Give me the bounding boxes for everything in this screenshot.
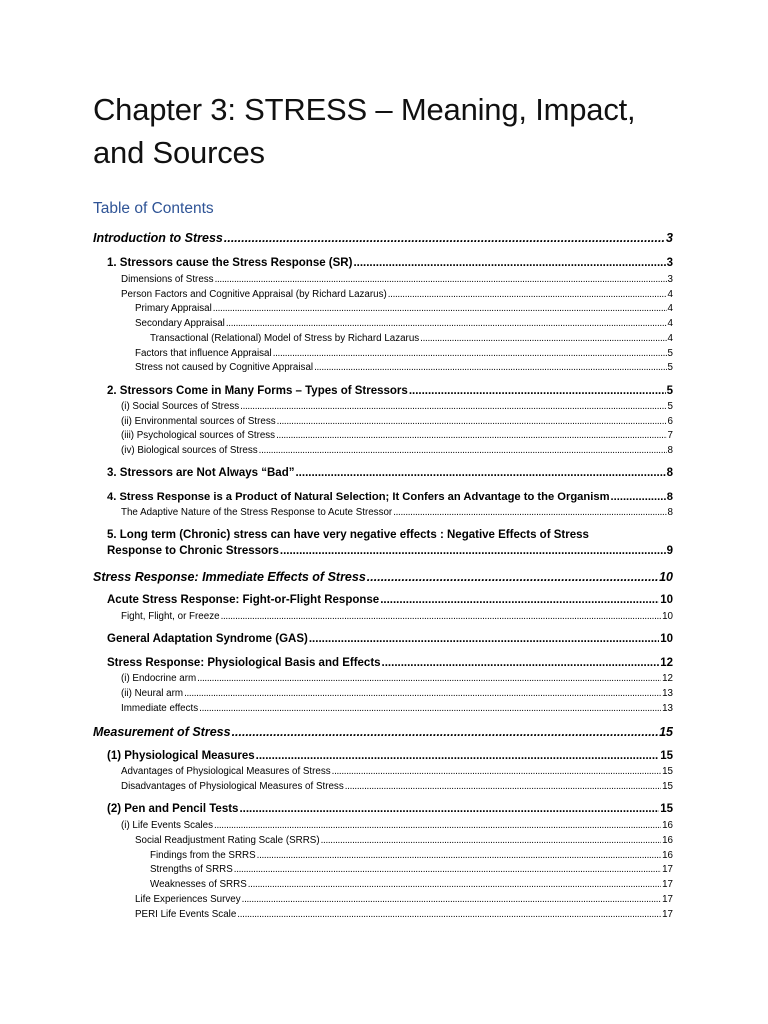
toc-entry-label: Response to Chronic Stressors — [107, 545, 279, 557]
toc-entry-page: 15 — [662, 766, 673, 777]
toc-entry-primary-appraisal[interactable] — [135, 303, 673, 314]
toc-entry-label: Social Readjustment Rating Scale (SRRS) — [135, 835, 320, 846]
toc-entry-page: 8 — [667, 507, 673, 518]
toc-entry-page: 16 — [662, 835, 673, 846]
toc-entry-page: 4 — [667, 333, 673, 344]
toc-entry-label: (i) Endocrine arm — [121, 673, 197, 684]
toc-entry-page: 8 — [667, 445, 673, 456]
toc-entry-page: 3 — [667, 274, 673, 285]
toc-entry-physiological-measures[interactable] — [107, 750, 673, 762]
toc-entry-page: 7 — [667, 430, 673, 441]
toc-entry-label: The Adaptive Nature of the Stress Response to Acute Stressor — [121, 507, 393, 518]
toc-entry-label: (ii) Neural arm — [121, 688, 184, 699]
toc-entry-label: Measurement of Stress — [93, 725, 231, 739]
toc-entry-page: 13 — [662, 703, 673, 714]
chapter-title — [93, 88, 693, 174]
toc-entry-page: 12 — [662, 673, 673, 684]
toc-entry-adaptive-nature[interactable] — [121, 507, 673, 518]
toc-entry-neural-arm[interactable] — [121, 688, 673, 699]
toc-entry-page: 9 — [666, 545, 673, 557]
toc-entry-label: (i) Social Sources of Stress — [121, 401, 240, 412]
toc-entry-label: (ii) Environmental sources of Stress — [121, 416, 276, 427]
toc-entry-biological-sources[interactable] — [121, 445, 673, 456]
toc-entry-srrs-strengths[interactable] — [150, 864, 673, 875]
toc-entry-natural-selection[interactable] — [107, 491, 673, 503]
toc-entry-disadvantages-physiological[interactable] — [121, 781, 673, 792]
toc-entry-label: Dimensions of Stress — [121, 274, 214, 285]
toc-entry-measurement-of-stress[interactable] — [93, 725, 673, 739]
toc-entry-page: 10 — [660, 633, 673, 645]
toc-entry-page: 16 — [662, 850, 673, 861]
toc-entry-label: Life Experiences Survey — [135, 894, 241, 905]
toc-entry-endocrine-arm[interactable] — [121, 673, 673, 684]
toc-entry-label: (i) Life Events Scales — [121, 820, 214, 831]
toc-entry-chronic-stress-line1[interactable]: 5. Long term (Chronic) stress can have very negative effects : Negative Effects of Stress — [107, 529, 589, 541]
toc-entry-page: 15 — [659, 725, 673, 739]
toc-entry-label: Stress not caused by Cognitive Appraisal — [135, 362, 314, 373]
toc-entry-page: 12 — [660, 657, 673, 669]
toc-entry-page: 5 — [667, 348, 673, 359]
toc-entry-stressors-not-bad[interactable] — [107, 467, 673, 479]
toc-entry-page: 4 — [667, 318, 673, 329]
toc-entry-label: Factors that influence Appraisal — [135, 348, 272, 359]
toc-entry-label: 1. Stressors cause the Stress Response (SR) — [107, 257, 353, 269]
toc-entry-label: Findings from the SRRS — [150, 850, 256, 861]
toc-entry-person-factors[interactable] — [121, 289, 673, 300]
toc-entry-stress-not-caused[interactable] — [135, 362, 673, 373]
toc-entry-label: Introduction to Stress — [93, 231, 223, 245]
toc-entry-label: Disadvantages of Physiological Measures of Stress — [121, 781, 344, 792]
toc-entry-label: Stress Response: Immediate Effects of Stress — [93, 570, 366, 584]
toc-entry-label: Transactional (Relational) Model of Stress by Richard Lazarus — [150, 333, 420, 344]
toc-entry-psychological-sources[interactable] — [121, 430, 673, 441]
toc-entry-social-sources[interactable] — [121, 401, 673, 412]
toc-entry-transactional-model[interactable] — [150, 333, 673, 344]
chapter-title-line-2: and Sources — [93, 135, 265, 170]
toc-entry-life-experiences-survey[interactable] — [135, 894, 673, 905]
toc-entry-page: 10 — [662, 611, 673, 622]
toc-entry-label: Advantages of Physiological Measures of Stress — [121, 766, 331, 777]
toc-entry-life-events-scales[interactable] — [121, 820, 673, 831]
toc-entry-label: General Adaptation Syndrome (GAS) — [107, 633, 308, 645]
toc-entry-page: 10 — [660, 594, 673, 606]
toc-entry-page: 5 — [667, 362, 673, 373]
toc-entry-label: (iv) Biological sources of Stress — [121, 445, 258, 456]
toc-entry-immediate-effects-section[interactable] — [93, 570, 673, 584]
toc-entry-page: 8 — [666, 467, 673, 479]
toc-entry-page: 17 — [662, 879, 673, 890]
toc-entry-label: Immediate effects — [121, 703, 199, 714]
chapter-title-line-1: Chapter 3: STRESS – Meaning, Impact, — [93, 92, 636, 127]
toc-entry-label: Stress Response: Physiological Basis and Effects — [107, 657, 381, 669]
toc-entry-label: 3. Stressors are Not Always “Bad” — [107, 467, 295, 479]
toc-entry-page: 16 — [662, 820, 673, 831]
toc-entry-page: 13 — [662, 688, 673, 699]
toc-entry-label: Fight, Flight, or Freeze — [121, 611, 220, 622]
toc-entry-gas[interactable] — [107, 633, 673, 645]
toc-entry-label: PERI Life Events Scale — [135, 909, 237, 920]
toc-heading: Table of Contents — [93, 200, 214, 217]
toc-entry-page: 15 — [662, 781, 673, 792]
toc-entry-page: 8 — [666, 491, 673, 503]
toc-entry-page: 10 — [659, 570, 673, 584]
toc-entry-label: Weaknesses of SRRS — [150, 879, 247, 890]
toc-entry-acute-stress-response[interactable] — [107, 594, 673, 606]
toc-entry-label: (2) Pen and Pencil Tests — [107, 803, 239, 815]
toc-entry-label: Secondary Appraisal — [135, 318, 225, 329]
toc-entry-physiological-basis[interactable] — [107, 657, 673, 669]
toc-entry-advantages-physiological[interactable] — [121, 766, 673, 777]
toc-entry-dimensions-of-stress[interactable] — [121, 274, 673, 285]
toc-entry-peri-life-events[interactable] — [135, 909, 673, 920]
toc-entry-label: (iii) Psychological sources of Stress — [121, 430, 276, 441]
toc-entry-label: Person Factors and Cognitive Appraisal (by Richard Lazarus) — [121, 289, 387, 300]
toc-entry-immediate-effects[interactable] — [121, 703, 673, 714]
toc-entry-page: 15 — [660, 803, 673, 815]
toc-entry-chronic-stress[interactable] — [107, 545, 673, 557]
toc-entry-label: 2. Stressors Come in Many Forms – Types of Stressors — [107, 385, 408, 397]
toc-entry-srrs-weaknesses[interactable] — [150, 879, 673, 890]
toc-entry-label: Primary Appraisal — [135, 303, 212, 314]
toc-entry-page: 17 — [662, 864, 673, 875]
toc-entry-page: 4 — [667, 303, 673, 314]
toc-entry-srrs[interactable] — [135, 835, 673, 846]
toc-entry-page: 3 — [666, 257, 673, 269]
toc-entry-label: Strengths of SRRS — [150, 864, 233, 875]
toc-entry-environmental-sources[interactable] — [121, 416, 673, 427]
toc-entry-page: 17 — [662, 909, 673, 920]
toc-entry-label: (1) Physiological Measures — [107, 750, 255, 762]
toc-entry-page: 17 — [662, 894, 673, 905]
toc-entry-factors-influence-appraisal[interactable] — [135, 348, 673, 359]
toc-entry-stressors-cause-sr[interactable] — [107, 257, 673, 269]
toc-entry-page: 5 — [667, 401, 673, 412]
toc-entry-types-of-stressors[interactable] — [107, 385, 673, 397]
toc-entry-pen-pencil-tests[interactable] — [107, 803, 673, 815]
toc-entry-fight-flight-freeze[interactable] — [121, 611, 673, 622]
toc-entry-page: 3 — [666, 231, 673, 245]
toc-entry-page: 4 — [667, 289, 673, 300]
toc-entry-srrs-findings[interactable] — [150, 850, 673, 861]
toc-entry-secondary-appraisal[interactable] — [135, 318, 673, 329]
toc-entry-page: 5 — [666, 385, 673, 397]
toc-entry-label: 4. Stress Response is a Product of Natural Selection; It Confers an Advantage to the Organism — [107, 491, 610, 503]
toc-entry-label: Acute Stress Response: Fight-or-Flight Response — [107, 594, 380, 606]
toc-entry-introduction-to-stress[interactable] — [93, 231, 673, 245]
toc-entry-page: 15 — [660, 750, 673, 762]
toc-entry-page: 6 — [667, 416, 673, 427]
